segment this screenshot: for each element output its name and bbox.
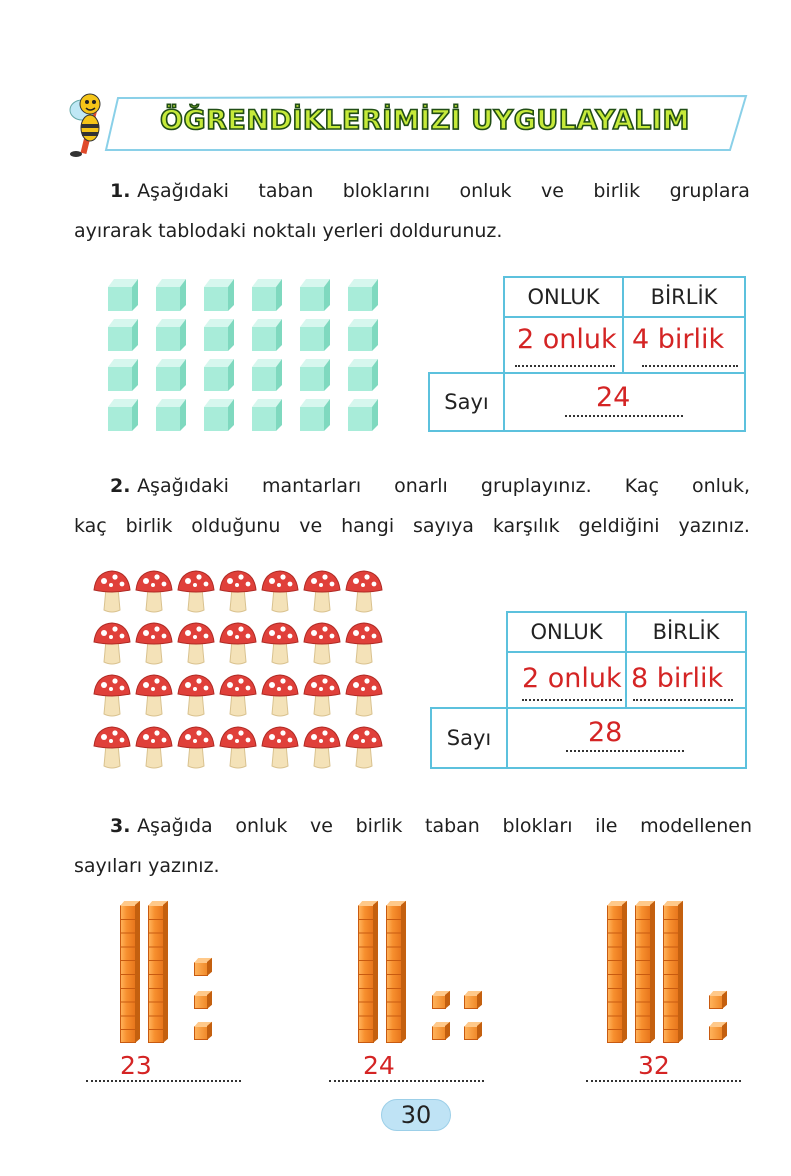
unit-block xyxy=(432,1026,446,1040)
unit-cube-icon xyxy=(152,397,188,433)
question-number: 2. xyxy=(110,475,138,497)
unit-cube-icon xyxy=(200,397,236,433)
mushroom-icon xyxy=(344,724,384,770)
word: gruplayınız. xyxy=(480,475,592,497)
mushroom-icon xyxy=(302,620,342,666)
ten-rod-block xyxy=(635,905,651,1043)
question-2-line-2 xyxy=(74,506,750,546)
mushroom-icon xyxy=(260,724,300,770)
ten-rod-block xyxy=(120,905,136,1043)
question-1-line-2: ayırarak tablodaki noktalı yerleri doldurunuz. xyxy=(74,220,503,242)
table-2-birlik-answer: 8 birlik xyxy=(631,663,724,694)
table-2-birlik-header: BİRLİK xyxy=(625,611,747,653)
mushroom-icon xyxy=(134,672,174,718)
question-2-text xyxy=(74,466,750,546)
word: birlik xyxy=(593,180,641,202)
mushroom-grid xyxy=(92,568,392,783)
mushroom-icon xyxy=(344,672,384,718)
mushroom-icon xyxy=(302,672,342,718)
word: birlik xyxy=(125,515,173,537)
unit-cube-icon xyxy=(248,317,284,353)
unit-cube-icon xyxy=(248,397,284,433)
model-answer-line xyxy=(86,1050,241,1082)
unit-cube-icon xyxy=(296,357,332,393)
table-1-sayi-answer: 24 xyxy=(596,382,631,413)
word: ve xyxy=(540,180,564,202)
mushroom-icon xyxy=(344,620,384,666)
word: blokları xyxy=(502,815,573,837)
ten-rod-block xyxy=(386,905,402,1043)
mushroom-icon xyxy=(134,620,174,666)
unit-blocks-grid xyxy=(104,277,384,442)
dotted-line xyxy=(633,699,733,701)
question-number: 1. xyxy=(110,180,138,202)
question-number: 3. xyxy=(110,815,138,837)
mushroom-icon xyxy=(260,568,300,614)
unit-cube-icon xyxy=(296,317,332,353)
question-3-text xyxy=(74,806,752,886)
mushroom-icon xyxy=(218,724,258,770)
word: yazınız. xyxy=(678,515,750,537)
mushroom-icon xyxy=(176,724,216,770)
unit-cube-icon xyxy=(152,277,188,313)
mushroom-icon xyxy=(344,568,384,614)
model-answer-line xyxy=(329,1050,484,1082)
word: gruplara xyxy=(669,180,750,202)
word: 3. Aşağıda xyxy=(110,815,213,837)
table-2-onluk-cell xyxy=(506,651,627,709)
table-2-onluk-answer: 2 onluk xyxy=(522,663,622,694)
mushroom-icon xyxy=(176,672,216,718)
dotted-line xyxy=(515,365,615,367)
model-answer: 24 xyxy=(363,1051,395,1080)
ten-rod-block xyxy=(607,905,623,1043)
question-1-line-1 xyxy=(74,171,750,211)
dotted-line xyxy=(565,415,683,417)
mushroom-icon xyxy=(134,568,174,614)
unit-cube-icon xyxy=(200,317,236,353)
word: taban xyxy=(425,815,480,837)
mushroom-icon xyxy=(176,620,216,666)
unit-cube-icon xyxy=(200,277,236,313)
word: ve xyxy=(299,515,323,537)
word: onarlı xyxy=(394,475,448,497)
page-number: 30 xyxy=(381,1099,451,1131)
word: geldiğini xyxy=(578,515,660,537)
table-2-birlik-cell xyxy=(625,651,747,709)
word: bloklarını xyxy=(342,180,431,202)
table-1-birlik-cell xyxy=(622,316,746,374)
unit-cube-icon xyxy=(104,397,140,433)
mushroom-icon xyxy=(260,672,300,718)
unit-cube-icon xyxy=(296,397,332,433)
table-2-sayi-cell xyxy=(506,707,747,769)
word: ve xyxy=(310,815,333,837)
word: ile xyxy=(595,815,618,837)
unit-block xyxy=(709,995,723,1009)
unit-block xyxy=(432,995,446,1009)
ten-rod-block xyxy=(148,905,164,1043)
ten-rod-block xyxy=(358,905,374,1043)
table-1-onluk-cell xyxy=(503,316,624,374)
unit-block xyxy=(464,995,478,1009)
word: karşılık xyxy=(492,515,560,537)
question-2-line-1 xyxy=(74,466,750,506)
model-answer-line xyxy=(586,1050,741,1082)
dotted-line xyxy=(522,699,622,701)
unit-cube-icon xyxy=(248,357,284,393)
word: birlik xyxy=(355,815,403,837)
mushroom-icon xyxy=(218,672,258,718)
mushroom-icon xyxy=(92,620,132,666)
mushroom-icon xyxy=(260,620,300,666)
word: 1. Aşağıdaki xyxy=(110,180,229,202)
mushroom-icon xyxy=(302,724,342,770)
unit-block xyxy=(464,1026,478,1040)
unit-cube-icon xyxy=(152,357,188,393)
word: modellenen xyxy=(640,815,752,837)
unit-cube-icon xyxy=(152,317,188,353)
unit-block xyxy=(194,995,208,1009)
table-1-birlik-header: BİRLİK xyxy=(622,276,746,318)
ten-rod-block xyxy=(663,905,679,1043)
model-answer: 23 xyxy=(120,1051,152,1080)
mushroom-icon xyxy=(134,724,174,770)
header-title: ÖĞRENDİKLERİMİZİ UYGULAYALIM xyxy=(160,104,690,136)
unit-cube-icon xyxy=(296,277,332,313)
word: taban xyxy=(258,180,314,202)
mushroom-icon xyxy=(92,568,132,614)
unit-cube-icon xyxy=(344,357,380,393)
mushroom-icon xyxy=(302,568,342,614)
question-1-text xyxy=(74,171,750,251)
unit-cube-icon xyxy=(104,357,140,393)
word: mantarları xyxy=(261,475,362,497)
word: hangi xyxy=(341,515,395,537)
question-3-line-2: sayıları yazınız. xyxy=(74,855,220,877)
unit-cube-icon xyxy=(104,277,140,313)
unit-cube-icon xyxy=(344,397,380,433)
table-1-sayi-cell xyxy=(503,372,746,432)
mushroom-icon xyxy=(176,568,216,614)
unit-block xyxy=(194,962,208,976)
mushroom-icon xyxy=(92,724,132,770)
mushroom-icon xyxy=(218,568,258,614)
table-1-sayi-label: Sayı xyxy=(428,372,505,432)
word: sayıya xyxy=(413,515,474,537)
table-2-onluk-header: ONLUK xyxy=(506,611,627,653)
table-1-onluk-answer: 2 onluk xyxy=(517,324,617,355)
mushroom-icon xyxy=(218,620,258,666)
word: onluk xyxy=(235,815,288,837)
unit-cube-icon xyxy=(104,317,140,353)
section-header xyxy=(60,88,750,160)
table-1-onluk-header: ONLUK xyxy=(503,276,624,318)
unit-cube-icon xyxy=(200,357,236,393)
mushroom-icon xyxy=(92,672,132,718)
word: 2. Aşağıdaki xyxy=(110,475,229,497)
model-answer: 32 xyxy=(638,1051,670,1080)
word: Kaç xyxy=(624,475,659,497)
table-2-sayi-label: Sayı xyxy=(430,707,508,769)
unit-cube-icon xyxy=(248,277,284,313)
unit-cube-icon xyxy=(344,317,380,353)
word: onluk xyxy=(459,180,512,202)
unit-cube-icon xyxy=(344,277,380,313)
word: onluk, xyxy=(691,475,750,497)
word: olduğunu xyxy=(191,515,281,537)
bee-mascot-icon xyxy=(60,88,118,160)
table-1-birlik-answer: 4 birlik xyxy=(632,324,725,355)
unit-block xyxy=(709,1026,723,1040)
dotted-line xyxy=(566,750,684,752)
question-3-line-1 xyxy=(74,806,752,846)
dotted-line xyxy=(642,365,738,367)
table-2-sayi-answer: 28 xyxy=(588,717,623,748)
word: kaç xyxy=(74,515,107,537)
unit-block xyxy=(194,1026,208,1040)
